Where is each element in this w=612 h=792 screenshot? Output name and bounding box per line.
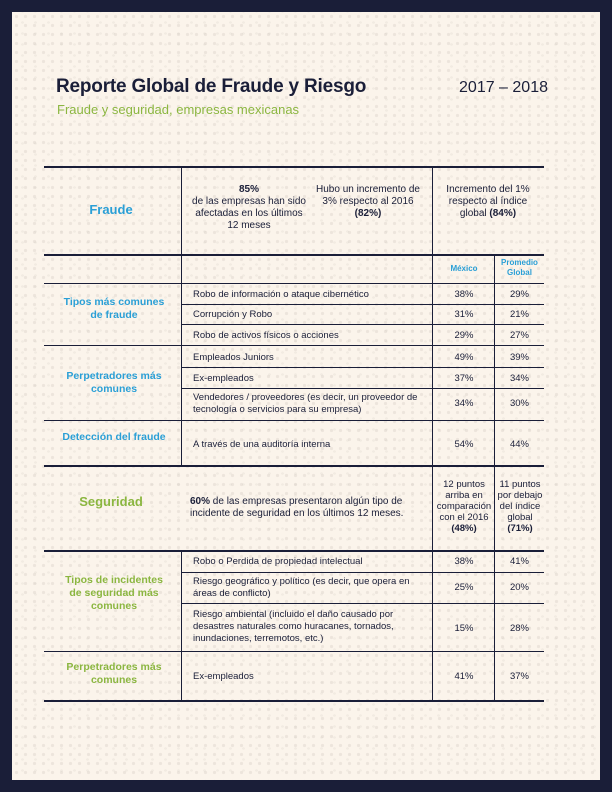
row-global-value: 28%	[509, 623, 529, 634]
row-border	[44, 651, 544, 652]
row-mexico-value: 38%	[454, 289, 474, 300]
divider	[181, 284, 182, 433]
seguridad-mexico	[434, 479, 494, 534]
row-desc: A través de una auditoría interna	[193, 439, 331, 450]
row-border	[182, 304, 544, 305]
row-global-value: 37%	[509, 671, 529, 682]
row-mexico-value: 37%	[454, 373, 474, 384]
section-border	[44, 550, 544, 552]
fraude-stat	[190, 184, 308, 232]
fraude-stat-text: de las empresas han sido afectadas en los últimos 12 meses	[192, 196, 306, 231]
row-desc: Robo de activos físicos o acciones	[193, 330, 339, 341]
row-border	[182, 324, 544, 325]
row-desc: Corrupción y Robo	[193, 309, 273, 320]
group-perpetradores-2: Perpetradores más comunes	[66, 661, 162, 686]
row-global-value: 41%	[509, 556, 529, 567]
fraude-global-bold: (84%)	[489, 208, 517, 219]
divider	[432, 467, 433, 550]
row-desc: Riesgo ambiental (incluido el daño causado por desastres naturales como huracanes, tornados, inundaciones, terremotos, etc.)	[193, 609, 394, 644]
seguridad-stat-bold: 60%	[190, 496, 211, 507]
section-border	[44, 254, 544, 256]
page-subtitle: Fraude y seguridad, empresas mexicanas	[57, 102, 300, 117]
seguridad-mexico-text: 12 puntos arriba en comparación con el 2016	[436, 479, 492, 523]
row-global-value: 44%	[509, 439, 529, 450]
divider	[181, 167, 182, 254]
fraude-increase	[312, 184, 424, 220]
row-mexico-value: 41%	[454, 671, 474, 682]
row-global-value: 20%	[509, 582, 529, 593]
seguridad-label: Seguridad	[79, 494, 143, 509]
seguridad-stat-text: de las empresas presentaron algún tipo de incidente de seguridad en los últimos 12 meses.	[190, 496, 404, 519]
row-border	[44, 283, 544, 284]
seguridad-global-text: 11 puntos por debajo del índice global	[497, 479, 543, 523]
row-global-value: 39%	[509, 352, 529, 363]
divider	[432, 421, 433, 465]
row-border	[182, 388, 544, 389]
section-border	[44, 465, 544, 467]
row-border	[44, 420, 544, 421]
divider	[432, 255, 433, 283]
group-perpetradores-1: Perpetradores más comunes	[66, 370, 162, 395]
divider	[432, 284, 433, 433]
fraude-increase-text: Hubo un incremento de 3% respecto al 2016	[316, 184, 420, 207]
divider	[181, 421, 182, 465]
row-mexico-value: 31%	[454, 309, 474, 320]
report-years: 2017 – 2018	[459, 79, 548, 96]
page-title: Reporte Global de Fraude y Riesgo	[56, 76, 367, 97]
divider	[181, 255, 182, 283]
row-desc: Empleados Juniors	[193, 352, 274, 363]
divider	[432, 167, 433, 254]
table-top-border	[44, 166, 544, 168]
row-border	[44, 345, 544, 346]
row-desc: Ex-empleados	[193, 671, 254, 682]
row-border	[182, 367, 544, 368]
row-global-value: 27%	[509, 330, 529, 341]
fraude-label: Fraude	[89, 202, 133, 217]
group-deteccion: Detección del fraude	[62, 431, 166, 443]
row-mexico-value: 38%	[454, 556, 474, 567]
seguridad-global-bold: (71%)	[507, 523, 533, 534]
row-mexico-value: 54%	[454, 439, 474, 450]
fraude-global-text: Incremento del 1% respecto al índice global	[446, 184, 530, 219]
divider	[181, 552, 182, 700]
row-desc: Ex-empleados	[193, 373, 254, 384]
row-global-value: 21%	[509, 309, 529, 320]
row-desc: Vendedores / proveedores (es decir, un proveedor de tecnología o servicios para su empresa)	[193, 392, 418, 415]
row-border	[182, 603, 544, 604]
row-desc: Robo o Perdida de propiedad intelectual	[193, 556, 363, 567]
fraude-global	[442, 184, 534, 220]
table-bottom-border	[44, 700, 544, 702]
seguridad-global	[496, 479, 544, 534]
divider	[432, 552, 433, 700]
seguridad-stat	[190, 496, 426, 520]
seguridad-mexico-bold: (48%)	[451, 523, 477, 534]
row-mexico-value: 49%	[454, 352, 474, 363]
fraude-stat-pct: 85%	[238, 184, 259, 195]
group-tipos-seguridad: Tipos de incidentes de seguridad más comunes	[65, 574, 163, 612]
row-mexico-value: 34%	[454, 398, 474, 409]
row-mexico-value: 25%	[454, 582, 474, 593]
group-tipos-fraude: Tipos más comunes de fraude	[63, 296, 165, 321]
row-global-value: 34%	[509, 373, 529, 384]
row-desc: Robo de información o ataque cibernético	[193, 289, 369, 300]
divider	[494, 467, 495, 550]
fraude-increase-bold: (82%)	[354, 208, 382, 219]
row-global-value: 29%	[509, 289, 529, 300]
row-global-value: 30%	[509, 398, 529, 409]
column-header-global: Promedio Global	[501, 258, 538, 277]
row-mexico-value: 15%	[454, 623, 474, 634]
column-header-mexico: México	[450, 264, 478, 273]
row-border	[182, 572, 544, 573]
row-desc: Riesgo geográfico y político (es decir, que opera en áreas de conflicto)	[193, 576, 410, 599]
row-mexico-value: 29%	[454, 330, 474, 341]
